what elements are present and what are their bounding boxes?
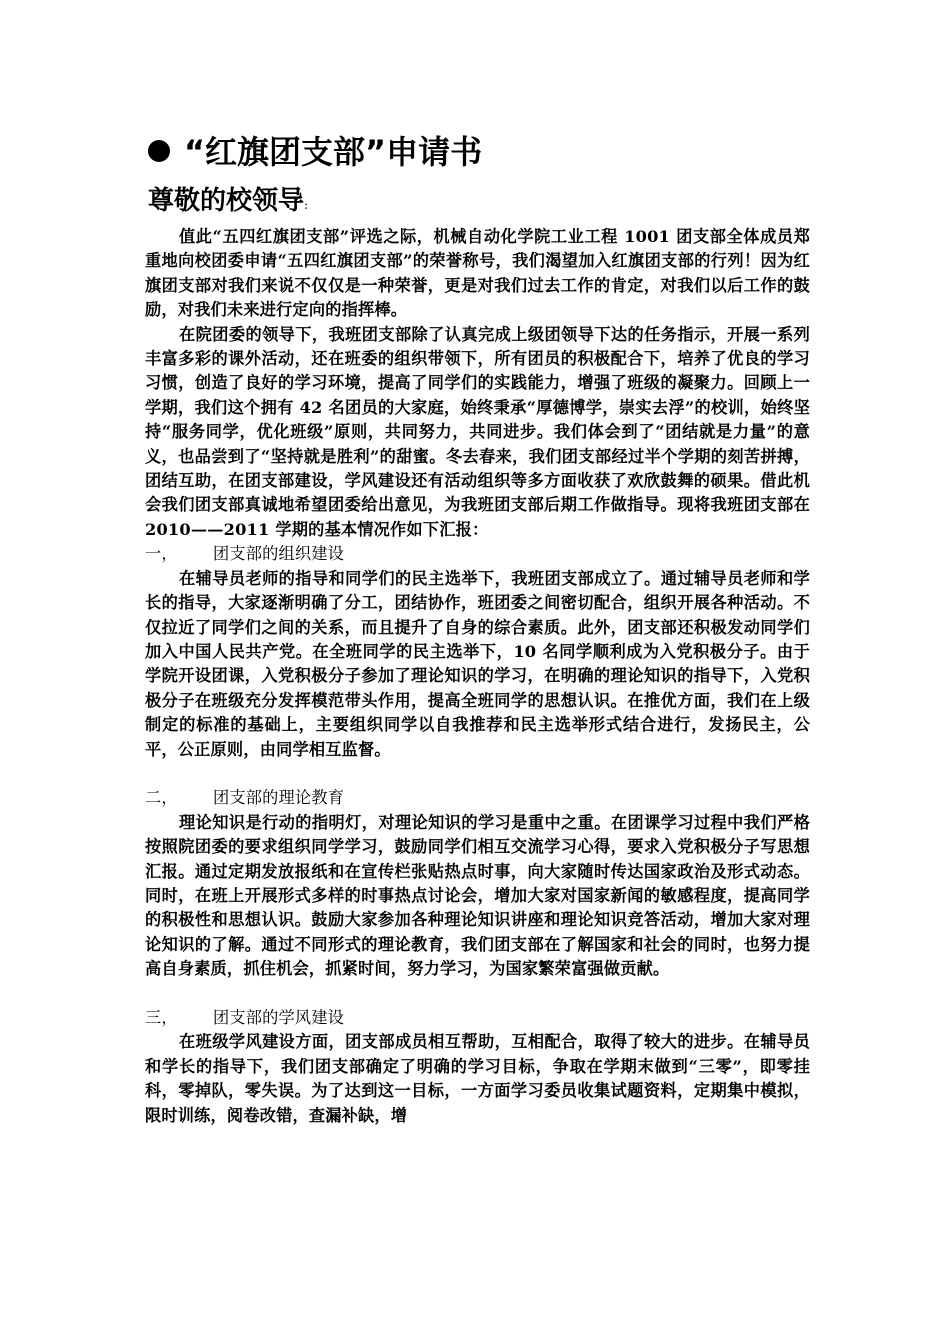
section-heading-1 <box>145 542 810 566</box>
section-number-3: 三， <box>145 1007 178 1027</box>
section-number-1: 一， <box>145 544 178 564</box>
section-title-2: 团支部的理论教育 <box>213 788 345 808</box>
salutation-text: 尊敬的校领导 <box>148 186 305 216</box>
section-heading-3 <box>145 1006 810 1030</box>
section-title-3: 团支部的学风建设 <box>213 1007 345 1027</box>
section-paragraph-2: 理论知识是行动的指明灯，对理论知识的学习是重中之重。在团课学习过程中我们严格按照院团委的要求组织同学学习，鼓励同学们相互交流学习心得，要求入党积极分子写思想汇报。通过定期发放报纸和在宣传栏张贴热点时事，向大家随时传达国家政治及形式动态。同时，在班上开展形式多样的时事热点讨论会，增加大家对国家新闻的敏感程度，提高同学的积极性和思想认识。鼓励大家参加各种理论知识讲座和理论知识竞答活动，增加大家对理论知识的了解。通过不同形式的理论教育，我们团支部在了解国家和社会的同时，也努力提高自身素质，抓住机会，抓紧时间，努力学习，为国家繁荣富强做贡献。 <box>145 812 810 979</box>
title-text: “红旗团支部”申请书 <box>184 133 483 171</box>
section-spacer <box>145 982 810 1006</box>
intro-paragraph-1: 值此“五四红旗团支部”评选之际，机械自动化学院工业工程 1001 团支部全体成员郑重地向校团委申请“五四红旗团支部”的荣誉称号，我们渴望加入红旗团支部的行列！因为红旗团支部对我们来说不仅仅是一种荣誉，更是对我们过去工作的肯定，对我们以后工作的鼓励，对我们未来进行定向的指挥棒。 <box>145 227 810 320</box>
section-title-1: 团支部的组织建设 <box>213 544 345 564</box>
salutation <box>148 183 308 223</box>
document-body <box>145 225 810 1128</box>
bullet-icon <box>148 140 170 162</box>
section-paragraph-1: 在辅导员老师的指导和同学们的民主选举下，我班团支部成立了。通过辅导员老师和学长的指导，大家逐渐明确了分工，团结协作，班团委之间密切配合，组织开展各种活动。不仅拉近了同学们之间的关系，而且提升了自身的综合素质。此外，团支部还积极发动同学们加入中国人民共产党。在全班同学的民主选举下，10 名同学顺利成为入党积极分子。由于学院开设团课，入党积极分子参加了理论知识的学习，在明确的理论知识的指导下，入党积极分子在班级充分发挥模范带头作用，提高全班同学的思想认识。在推优方面，我们在上级制定的标准的基础上，主要组织同学以自我推荐和民主选举形式结合进行，发扬民主，公平，公正原则，由同学相互监督。 <box>145 568 810 759</box>
section-number-2: 二， <box>145 788 178 808</box>
section-heading-2 <box>145 786 810 810</box>
salutation-colon: : <box>304 198 309 212</box>
section-spacer <box>145 762 810 786</box>
document-title <box>148 128 482 176</box>
intro-paragraph-2: 在院团委的领导下，我班团支部除了认真完成上级团领导下达的任务指示，开展一系列丰富多彩的课外活动，还在班委的组织带领下，所有团员的积极配合下，培养了优良的学习习惯，创造了良好的学习环境，提高了同学们的实践能力，增强了班级的凝聚力。回顾上一学期，我们这个拥有 42 名团员的大家庭，始终秉承“厚德博学，崇实去浮”的校训，始终坚持“服务同学，优化班级”原则，共同努力，共同进步。我们体会到了“团结就是力量”的意义，也品尝到了“坚持就是胜利”的甜蜜。冬去春来，我们团支部经过半个学期的刻苦拼搏，团结互助，在团支部建设，学风建设还有活动组织等多方面收获了欢欣鼓舞的硕果。借此机会我们团支部真诚地希望团委给出意见，为我班团支部后期工作做指导。现将我班团支部在 2010——2011 学期的基本情况作如下汇报： <box>145 324 810 539</box>
section-paragraph-3: 在班级学风建设方面，团支部成员相互帮助，互相配合，取得了较大的进步。在辅导员和学长的指导下，我们团支部确定了明确的学习目标，争取在学期末做到“三零”，即零挂科，零掉队，零失误。为了达到这一目标，一方面学习委员收集试题资料，定期集中模拟，限时训练，阅卷改错，查漏补缺，增 <box>145 1032 810 1125</box>
